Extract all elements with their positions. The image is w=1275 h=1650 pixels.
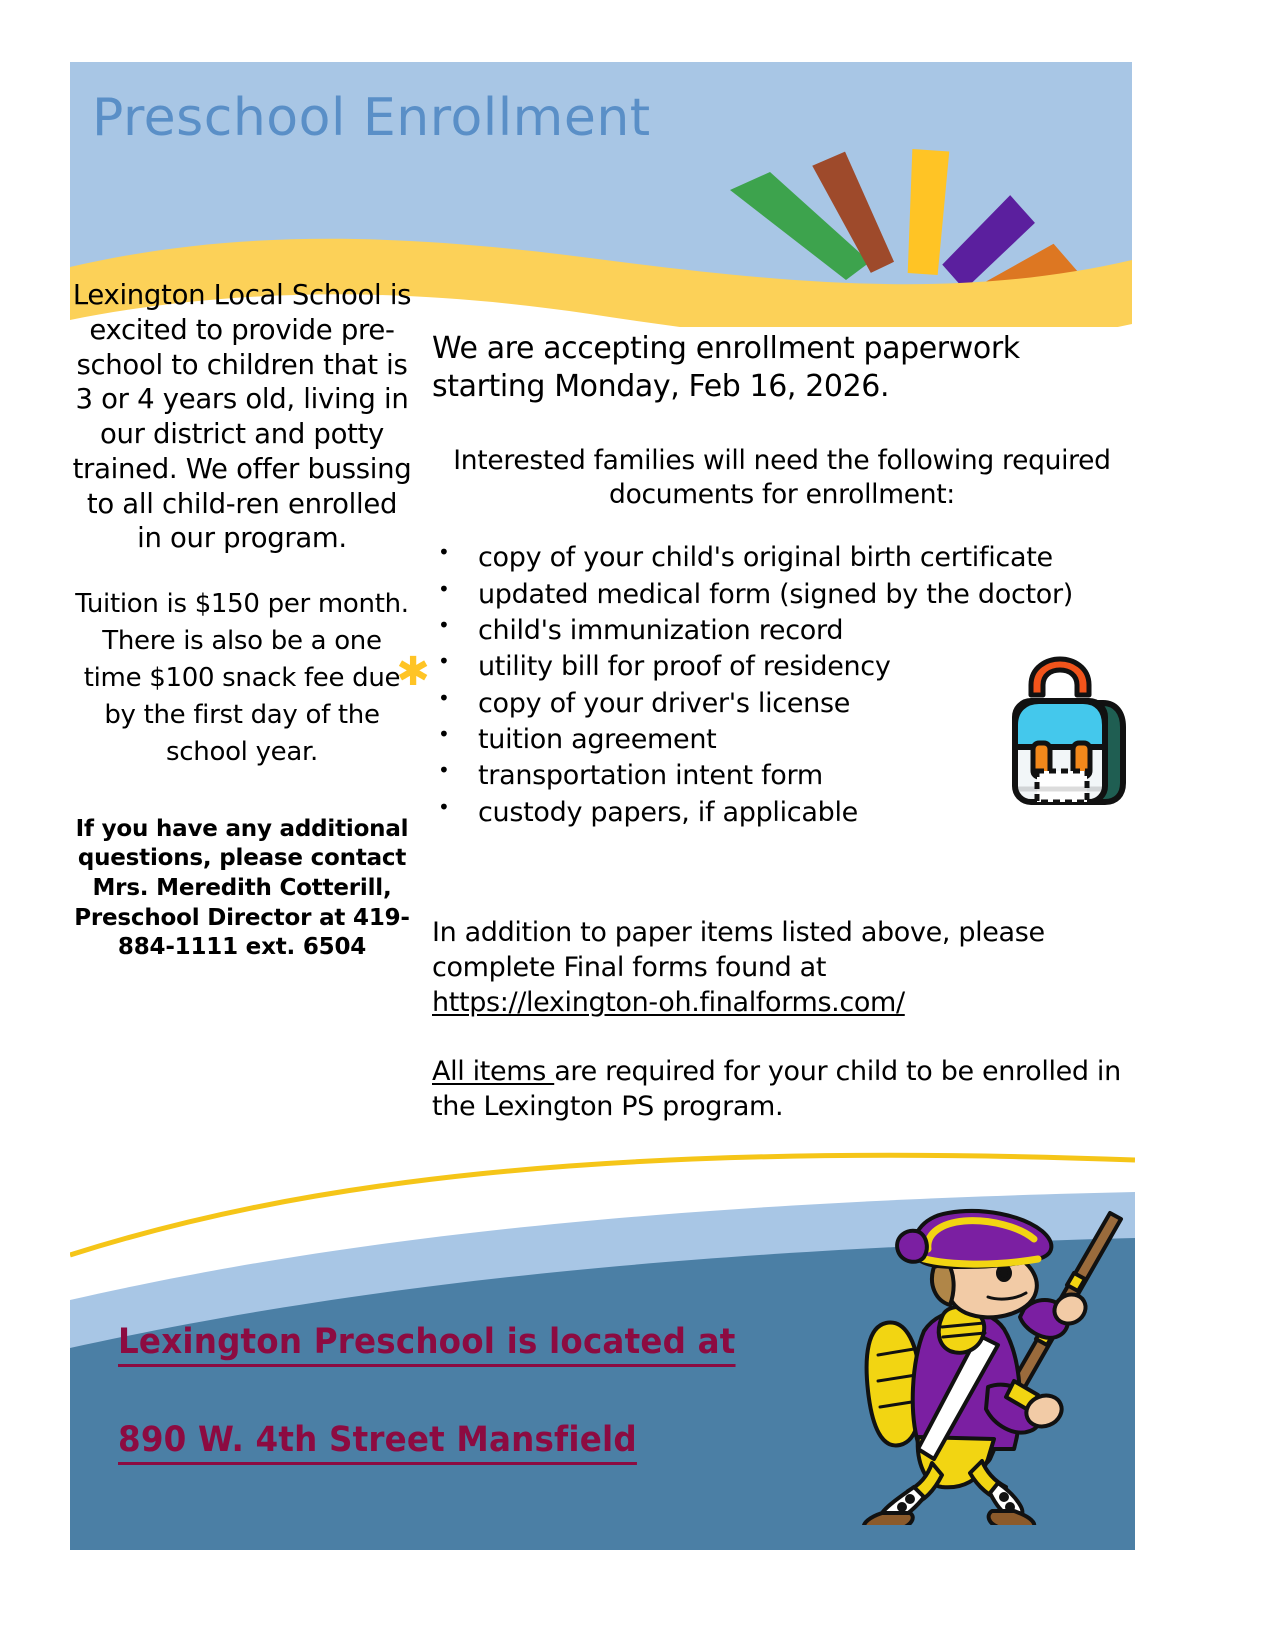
required-documents-heading: Interested families will need the following required documents for enrollment: bbox=[453, 444, 1111, 511]
left-column bbox=[72, 278, 412, 963]
list-item: • transportation intent form bbox=[432, 758, 1132, 794]
page-title: Preschool Enrollment bbox=[92, 88, 651, 148]
finalforms-paragraph bbox=[432, 915, 1132, 1020]
asterisk-marker-icon: ✱ bbox=[396, 649, 430, 695]
list-item: • updated medical form (signed by the doctor) bbox=[432, 577, 1132, 613]
footer-line-1: Lexington Preschool is located at bbox=[118, 1325, 735, 1367]
contact-paragraph: If you have any additional questions, please contact Mrs. Meredith Cotterill, Preschool Director at 419-884-1111 ext. 6504 bbox=[74, 815, 410, 961]
list-item: • copy of your child's original birth certificate bbox=[432, 540, 1132, 576]
list-item: • utility bill for proof of residency bbox=[432, 649, 1132, 685]
tuition-paragraph: Tuition is $150 per month. There is also be a one time $100 snack fee due by the first day of the school year. bbox=[75, 589, 409, 767]
list-item: • copy of your driver's license bbox=[432, 686, 1132, 722]
minuteman-mascot-icon bbox=[838, 1205, 1138, 1525]
all-items-rest: are required for your child to be enrolled in the Lexington PS program. bbox=[432, 1056, 1121, 1123]
list-item: • custody papers, if applicable bbox=[432, 795, 1132, 831]
list-item: • child's immunization record bbox=[432, 613, 1132, 649]
list-item: • tuition agreement bbox=[432, 722, 1132, 758]
footer-line-2: 890 W. 4th Street Mansfield bbox=[118, 1423, 637, 1465]
intro-paragraph: Lexington Local School is excited to provide pre-school to children that is 3 or 4 years old, living in our district and potty trained. We offer bussing to all child-ren enrolled in our program. bbox=[72, 279, 412, 555]
backpack-icon bbox=[985, 655, 1135, 810]
finalforms-intro-text: In addition to paper items listed above, please complete Final forms found at bbox=[432, 916, 1045, 984]
enrollment-start-paragraph: We are accepting enrollment paperwork starting Monday, Feb 16, 2026. bbox=[432, 331, 1020, 404]
all-items-paragraph bbox=[432, 1054, 1132, 1124]
all-items-emphasis: All items bbox=[432, 1056, 555, 1088]
finalforms-link[interactable]: https://lexington-oh.finalforms.com/ bbox=[432, 987, 905, 1019]
footer-address bbox=[118, 1322, 878, 1465]
